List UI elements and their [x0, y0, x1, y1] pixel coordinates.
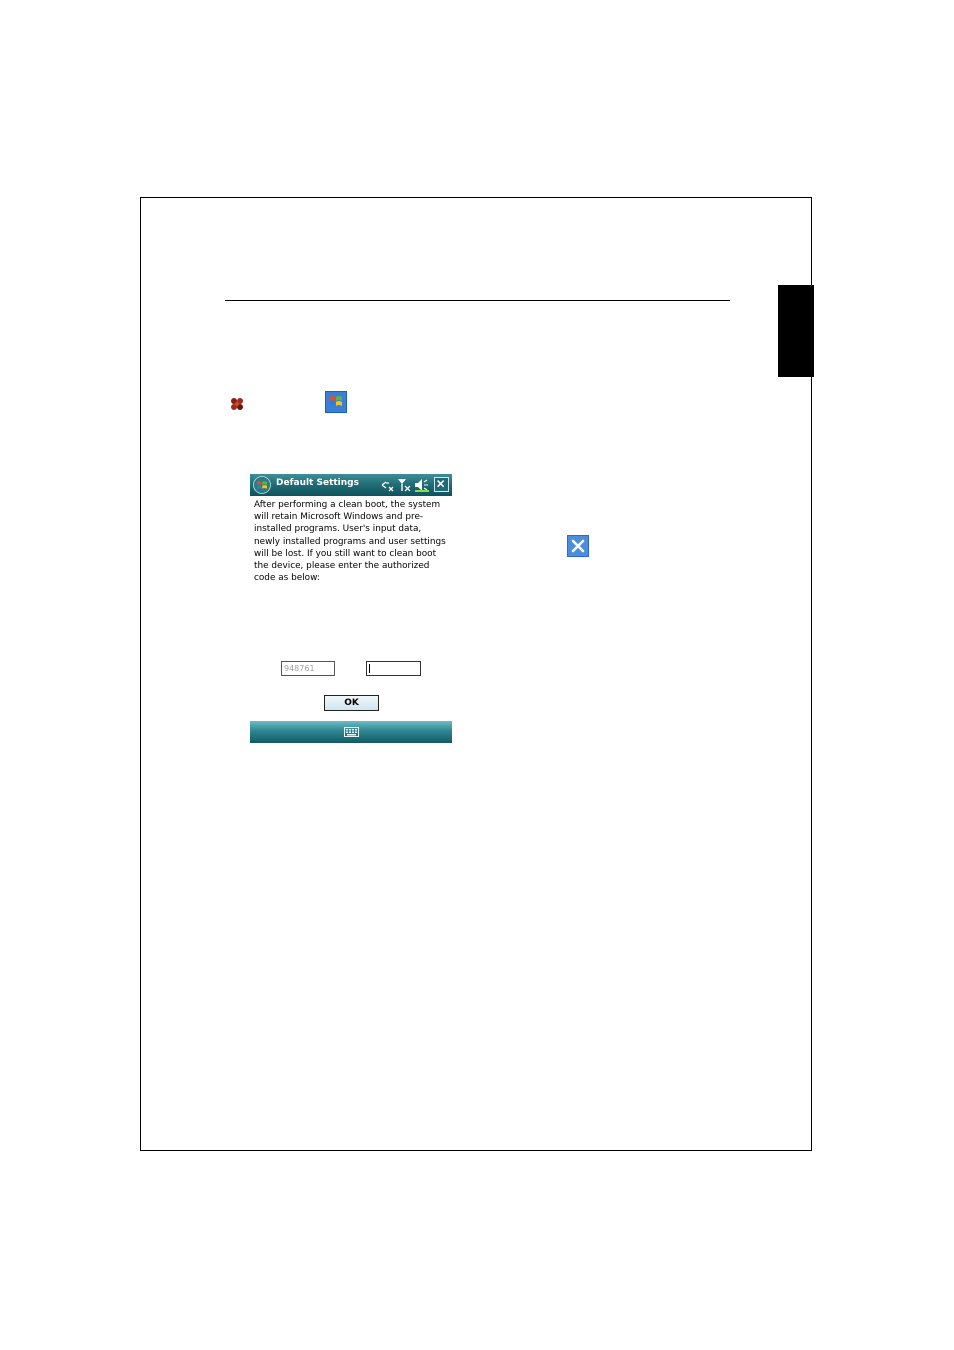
page-frame — [140, 197, 812, 1151]
device-screenshot — [250, 474, 452, 743]
signal-off-icon[interactable] — [397, 478, 411, 492]
title-bar — [250, 474, 452, 496]
window-title: Default Settings — [276, 478, 359, 488]
text-caret — [369, 664, 370, 673]
authorized-code-input[interactable] — [366, 661, 421, 676]
volume-icon[interactable] — [414, 478, 430, 492]
close-icon — [435, 478, 448, 491]
ok-button[interactable]: OK — [324, 695, 379, 711]
authorized-code-display: 948761 — [281, 661, 335, 676]
connectivity-icon[interactable] — [380, 478, 394, 492]
chapter-side-tab — [778, 285, 814, 377]
windows-start-icon — [325, 391, 347, 413]
keyboard-icon[interactable] — [344, 727, 359, 737]
start-button-icon[interactable] — [253, 476, 271, 494]
clean-boot-message: After performing a clean boot, the system will retain Microsoft Windows and pre- installed programs. User's input data, newly installed programs and user settings will be lost. If you still want to clean boot the device, please enter the authorized code as below: — [254, 500, 446, 584]
red-program-icon — [228, 395, 246, 413]
header-rule — [225, 300, 730, 301]
close-x-icon — [567, 535, 589, 557]
bottom-menu-bar — [250, 721, 452, 743]
window-close-button[interactable] — [434, 477, 449, 492]
